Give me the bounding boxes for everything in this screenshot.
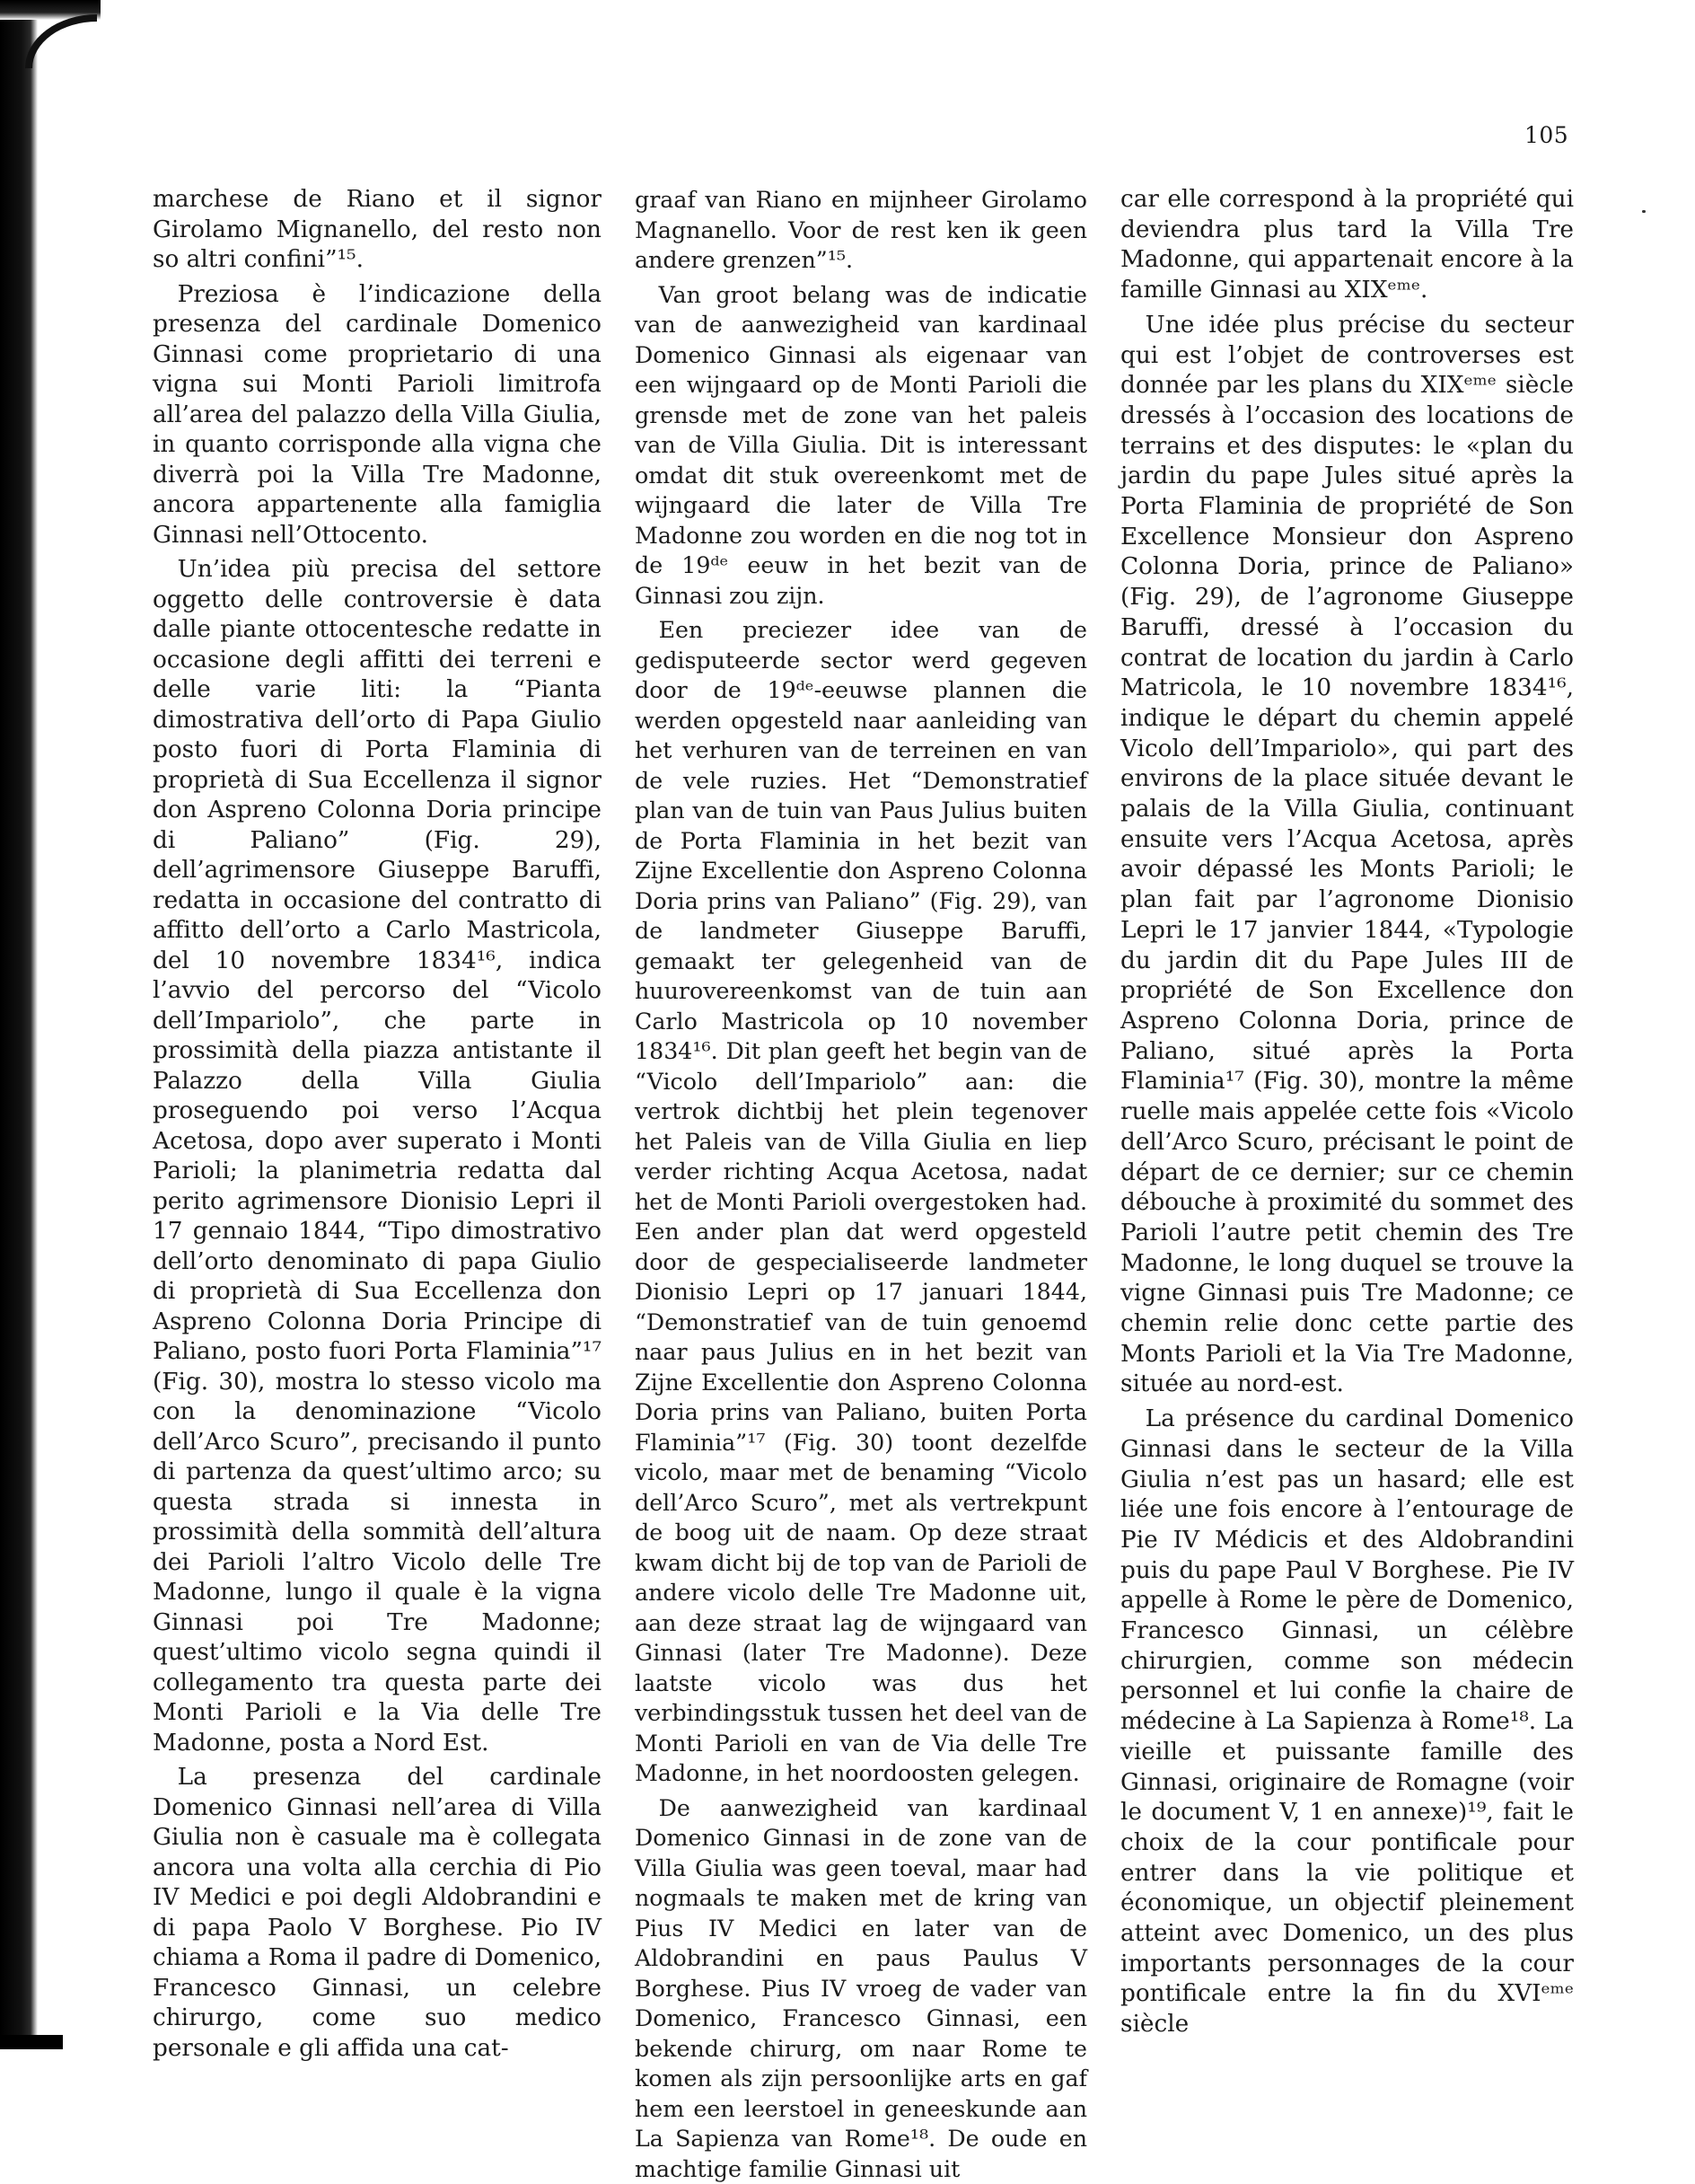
column-italian	[153, 185, 602, 2064]
paragraph: Un’idea più precisa del settore oggetto delle controversie è data dalle piante ottocentesche redatte in occasione degli affitti dei terreni e delle varie liti: la “Pianta dimostrativa dell’orto di Papa Giulio posto fuori di Porta Flaminia di proprietà di Sua Eccellenza il signor don Aspreno Colonna Doria principe di Paliano” (Fig. 29), dell’agrimensore Giuseppe Baruffi, redatta in occasione del contratto di affitto dell’orto a Carlo Mastricola, del 10 novembre 1834¹⁶, indica l’avvio del percorso del “Vicolo dell’Impariolo”, che parte in prossimità della piazza antistante il Palazzo della Villa Giulia proseguendo poi verso l’Acqua Acetosa, dopo aver superato i Monti Parioli; la planimetria redatta dal perito agrimensore Dionisio Lepri il 17 gennaio 1844, “Tipo dimostrativo dell’orto denominato di papa Giulio di proprietà di Sua Eccellenza don Aspreno Colonna Doria Principe di Paliano, posto fuori Porta Flaminia”¹⁷ (Fig. 30), mostra lo stesso vicolo ma con la denominazione “Vicolo dell’Arco Scuro”, precisando il punto di partenza da quest’ultimo arco; su questa strada si innesta in prossimità della sommità dell’altura dei Parioli l’altro Vicolo delle Tre Madonne, lungo il quale è la vigna Ginnasi poi Tre Madonne; quest’ultimo vicolo segna quindi il collegamento tra questa parte dei Monti Parioli e la Via delle Tre Madonne, posta a Nord Est.	[153, 555, 602, 1758]
column-french	[1120, 185, 1574, 2040]
scan-binding-edge	[0, 0, 38, 2049]
column-dutch	[635, 185, 1087, 2184]
scan-bottom-edge	[0, 2035, 63, 2049]
paragraph: De aanwezigheid van kardinaal Domenico Ginnasi in de zone van de Villa Giulia was geen toeval, maar had nogmaals te maken met de kring van Pius IV Medici en later van de Aldobrandini en paus Paulus V Borghese. Pius IV vroeg de vader van Domenico, Francesco Ginnasi, een bekende chirurg, om naar Rome te komen als zijn persoonlijke arts en gaf hem een leerstoel in geneeskunde aan La Sapienza van Rome¹⁸. De oude en machtige familie Ginnasi uit	[635, 1793, 1087, 2184]
paragraph: Preziosa è l’indicazione della presenza del cardinale Domenico Ginnasi come proprietario di una vigna sui Monti Parioli limitrofa all’area del palazzo della Villa Giulia, in quanto corrisponde alla vigna che diverrà poi la Villa Tre Madonne, ancora appartenente alla famiglia Ginnasi nell’Ottocento.	[153, 280, 602, 551]
paragraph: marchese de Riano et il signor Girolamo Mignanello, del resto non so altri confini”¹⁵.	[153, 185, 602, 276]
paragraph: car elle correspond à la propriété qui deviendra plus tard la Villa Tre Madonne, qui appartenait encore à la famille Ginnasi au XIXᵉᵐᵉ.	[1120, 185, 1574, 306]
paragraph: La présence du cardinal Domenico Ginnasi dans le secteur de la Villa Giulia n’est pas un hasard; elle est liée une fois encore à l’entourage de Pie IV Médicis et des Aldobrandini puis du pape Paul V Borghese. Pie IV appelle à Rome le père de Domenico, Francesco Ginnasi, un célèbre chirurgien, comme son médecin personnel et lui confie la chaire de médecine à La Sapienza à Rome¹⁸. La vieille et puissante famille des Ginnasi, originaire de Romagne (voir le document V, 1 en annexe)¹⁹, fait le choix de la cour pontificale pour entrer dans la vie politique et économique, un objectif pleinement atteint avec Domenico, un des plus importants personnages de la cour pontificale entre la fin du XVIᵉᵐᵉ siècle	[1120, 1405, 1574, 2040]
page-number: 105	[1524, 122, 1568, 148]
paragraph: Een preciezer idee van de gedisputeerde sector werd gegeven door de 19ᵈᵉ-eeuwse plannen die werden opgesteld naar aanleiding van het verhuren van de terreinen en van de vele ruzies. Het “Demonstratief plan van de tuin van Paus Julius buiten de Porta Flaminia in het bezit van Zijne Excellentie don Aspreno Colonna Doria prins van Paliano” (Fig. 29), van de landmeter Giuseppe Baruffi, gemaakt ter gelegenheid van de huurovereenkomst van de tuin aan Carlo Mastricola op 10 november 1834¹⁶. Dit plan geeft het begin van de “Vicolo dell’Impariolo” aan: die vertrok dichtbij het plein tegenover het Paleis van de Villa Giulia en liep verder richting Acqua Acetosa, nadat het de Monti Parioli overgestoken had. Een ander plan dat werd opgesteld door de gespecialiseerde landmeter Dionisio Lepri op 17 januari 1844, “Demonstratief van de tuin genoemd naar paus Julius en in het bezit van Zijne Excellentie don Aspreno Colonna Doria prins van Paliano, buiten Porta Flaminia”¹⁷ (Fig. 30) toont dezelfde vicolo, maar met de benaming “Vicolo dell’Arco Scuro”, met als vertrekpunt de boog uit de naam. Op deze straat kwam dicht bij de top van de Parioli de andere vicolo delle Tre Madonne uit, aan deze straat lag de wijngaard van Ginnasi (later Tre Madonne). Deze laatste vicolo was dus het verbindingsstuk tussen het deel van de Monti Parioli en van de Via delle Tre Madonne, in het noordoosten gelegen.	[635, 615, 1087, 1789]
paragraph: Une idée plus précise du secteur qui est l’objet de controverses est donnée par les plans du XIXᵉᵐᵉ siècle dressés à l’occasion des locations de terrains et des disputes: le «plan du jardin du pape Jules situé après la Porta Flaminia de propriété de Son Excellence Monsieur don Aspreno Colonna Doria, prince de Paliano» (Fig. 29), de l’agronome Giuseppe Baruffi, dressé à l’occasion du contrat de location du jardin à Carlo Matricola, le 10 novembre 1834¹⁶, indique le départ du chemin appelé Vicolo dell’Impariolo», qui part des environs de la place située devant le palais de la Villa Giulia, continuant ensuite vers l’Acqua Acetosa, après avoir dépassé les Monts Parioli; le plan fait par l’agronome Dionisio Lepri le 17 janvier 1844, «Typologie du jardin dit du Pape Jules III de propriété de Son Excellence don Aspreno Colonna Doria, prince de Paliano, situé après la Porta Flaminia¹⁷ (Fig. 30), montre la même ruelle mais appelée cette fois «Vicolo dell’Arco Scuro, précisant le point de départ de ce dernier; sur ce chemin débouche à proximité du sommet des Parioli l’autre petit chemin des Tre Madonne, le long duquel se trouve la vigne Ginnasi puis Tre Madonne; ce chemin relie donc cette partie des Monts Parioli et la Via Tre Madonne, située au nord-est.	[1120, 311, 1574, 1400]
paragraph: Van groot belang was de indicatie van de aanwezigheid van kardinaal Domenico Ginnasi als eigenaar van een wijngaard op de Monti Parioli die grensde met de zone van het paleis van de Villa Giulia. Dit is interessant omdat dit stuk overeenkomt met de wijngaard die later de Villa Tre Madonne zou worden en die nog tot in de 19ᵈᵉ eeuw in het bezit van de Ginnasi zou zijn.	[635, 280, 1087, 612]
paragraph: La presenza del cardinale Domenico Ginnasi nell’area di Villa Giulia non è casuale ma è collegata ancora una volta alla cerchia di Pio IV Medici e poi degli Aldobrandini e di papa Paolo V Borghese. Pio IV chiama a Roma il padre di Domenico, Francesco Ginnasi, un celebre chirurgo, come suo medico personale e gli affida una cat-	[153, 1763, 602, 2064]
paragraph: graaf van Riano en mijnheer Girolamo Magnanello. Voor de rest ken ik geen andere grenzen”¹⁵.	[635, 185, 1087, 276]
scan-speck	[1642, 210, 1646, 213]
